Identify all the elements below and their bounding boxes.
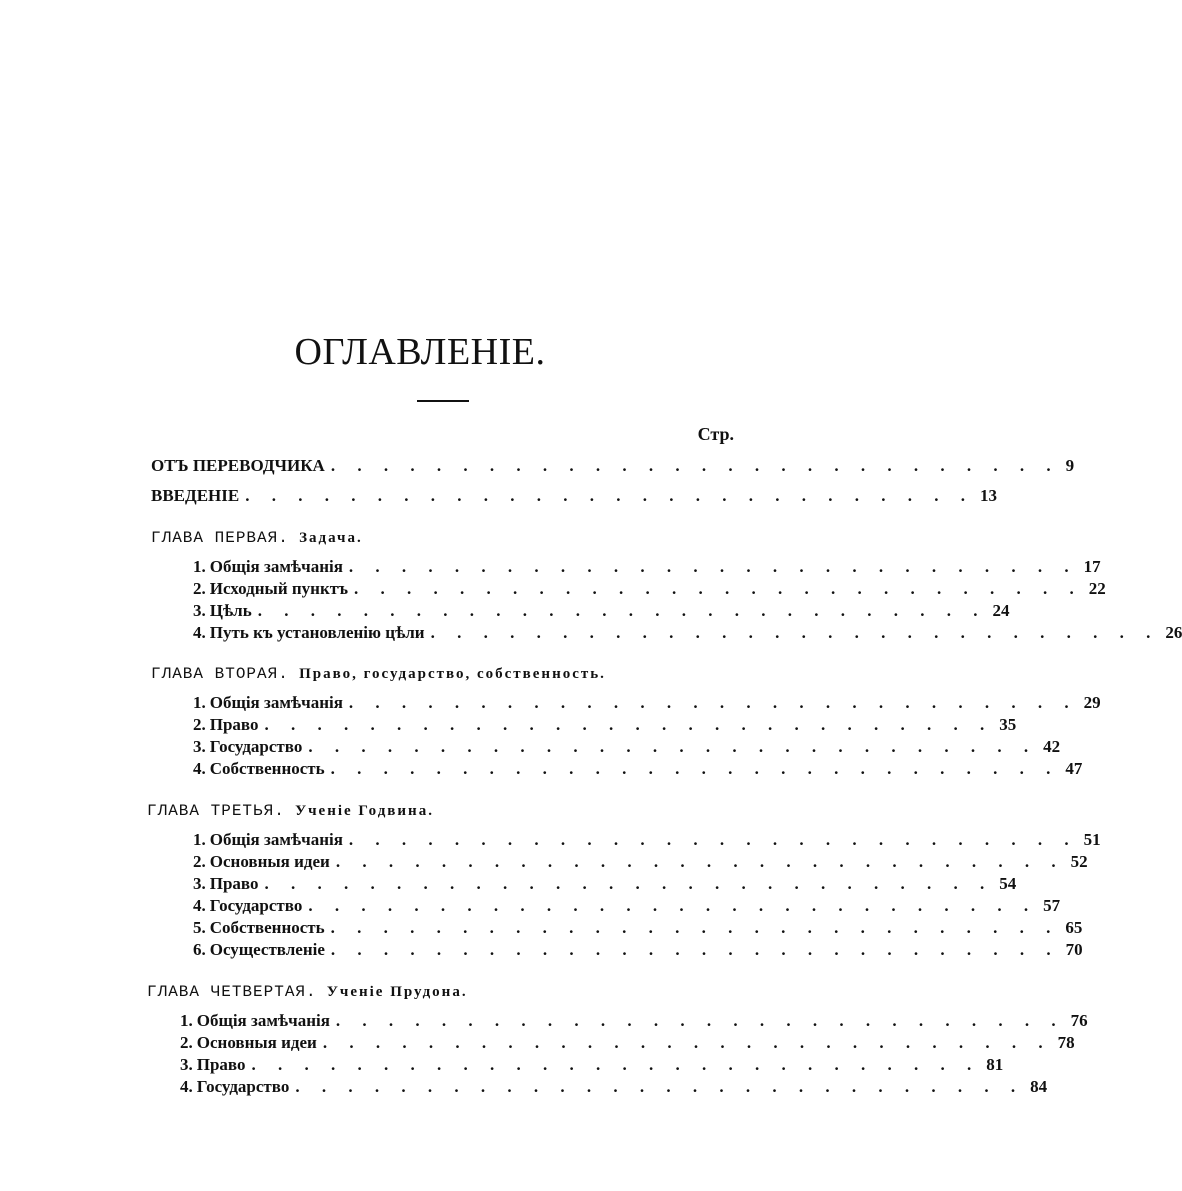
toc-entry-page: 42 bbox=[1043, 737, 1061, 756]
toc-entry-page: 52 bbox=[1070, 852, 1088, 871]
leader-dots: . . . . . . . . . . . . . . . . . . . . . . . . . . . . bbox=[335, 1011, 1065, 1030]
toc-entry-number: 4. bbox=[180, 1077, 193, 1096]
toc-entry-number: 3. bbox=[193, 874, 206, 893]
toc-entry-page: 17 bbox=[1083, 557, 1101, 576]
leader-dots: . . . . . . . . . . . . . . . . . . . . . . . . . . . . bbox=[335, 852, 1065, 871]
chapter-name: ГЛАВА ТРЕТЬЯ. bbox=[147, 802, 285, 820]
toc-entry-label: Право bbox=[196, 1055, 246, 1074]
toc-entry-label: Государство bbox=[196, 1077, 290, 1096]
toc-entry-label: Общія замѣчанія bbox=[196, 1011, 330, 1030]
toc-entry[interactable] bbox=[193, 692, 1101, 714]
toc-entry-label: Путь къ установленію цѣли bbox=[209, 623, 425, 642]
toc-entry-number: 1. bbox=[193, 830, 206, 849]
toc-entry-label: Собственность bbox=[209, 918, 325, 937]
toc-entry-page: 35 bbox=[999, 715, 1017, 734]
chapter-name: ГЛАВА ЧЕТВЕРТАЯ. bbox=[147, 983, 317, 1001]
toc-entry[interactable] bbox=[193, 939, 1083, 961]
toc-entry[interactable] bbox=[193, 829, 1101, 851]
toc-entry-page: 76 bbox=[1070, 1011, 1088, 1030]
toc-entry-number: 4. bbox=[193, 896, 206, 915]
toc-entry-number: 2. bbox=[193, 715, 206, 734]
toc-entry-page: 22 bbox=[1088, 579, 1106, 598]
toc-entry[interactable] bbox=[180, 1076, 1048, 1098]
leader-dots: . . . . . . . . . . . . . . . . . . . . . . . . . . . . bbox=[330, 940, 1060, 959]
toc-entry-number: 3. bbox=[193, 737, 206, 756]
leader-dots: . . . . . . . . . . . . . . . . . . . . . . . . . . . . bbox=[330, 918, 1060, 937]
chapter-name: ГЛАВА ВТОРАЯ. bbox=[151, 665, 289, 683]
chapter-name: ГЛАВА ПЕРВАЯ. bbox=[151, 529, 289, 547]
toc-entry[interactable] bbox=[193, 556, 1101, 578]
toc-entry-number: 2. bbox=[193, 852, 206, 871]
toc-entry-page: 9 bbox=[1065, 456, 1075, 475]
toc-entry-page: 13 bbox=[979, 486, 997, 505]
toc-entry-page: 70 bbox=[1065, 940, 1083, 959]
toc-entry[interactable] bbox=[193, 578, 1106, 600]
toc-entry-page: 54 bbox=[999, 874, 1017, 893]
toc-entry[interactable] bbox=[193, 758, 1083, 780]
page-column-header: Стр. bbox=[697, 424, 734, 444]
chapter-subtitle: Ученіе Годвина. bbox=[295, 803, 434, 819]
toc-entry[interactable] bbox=[193, 736, 1061, 758]
toc-entry-label: Общія замѣчанія bbox=[209, 557, 343, 576]
toc-entry-page: 24 bbox=[992, 601, 1010, 620]
leader-dots: . . . . . . . . . . . . . . . . . . . . . . . . . . . . bbox=[330, 456, 1060, 475]
toc-entry-page: 84 bbox=[1030, 1077, 1048, 1096]
toc-entry-label: Общія замѣчанія bbox=[209, 830, 343, 849]
toc-entry-number: 3. bbox=[180, 1055, 193, 1074]
toc-entry-label: Право bbox=[209, 715, 259, 734]
toc-entry[interactable] bbox=[193, 851, 1088, 873]
toc-entry-page: 51 bbox=[1083, 830, 1101, 849]
leader-dots: . . . . . . . . . . . . . . . . . . . . . . . . . . . . bbox=[264, 874, 994, 893]
toc-entry-number: 6. bbox=[193, 940, 206, 959]
leader-dots: . . . . . . . . . . . . . . . . . . . . . . . . . . . . bbox=[308, 896, 1038, 915]
leader-dots: . . . . . . . . . . . . . . . . . . . . . . . . . . . . bbox=[348, 830, 1078, 849]
toc-entry-label: Исходный пунктъ bbox=[209, 579, 349, 598]
leader-dots: . . . . . . . . . . . . . . . . . . . . . . . . . . . . bbox=[348, 557, 1078, 576]
toc-entry-number: 1. bbox=[193, 693, 206, 712]
toc-entry-label: Цѣль bbox=[209, 601, 252, 620]
toc-entry-number: 2. bbox=[193, 579, 206, 598]
toc-entry-number: 1. bbox=[193, 557, 206, 576]
leader-dots: . . . . . . . . . . . . . . . . . . . . . . . . . . . . bbox=[245, 486, 974, 505]
toc-entry[interactable] bbox=[180, 1010, 1088, 1032]
toc-entry-label: Осуществленіе bbox=[209, 940, 325, 959]
leader-dots: . . . . . . . . . . . . . . . . . . . . . . . . . . . . bbox=[330, 759, 1060, 778]
chapter-heading-2 bbox=[151, 662, 606, 684]
page-title: ОГЛАВЛЕНІЕ. bbox=[294, 331, 546, 373]
toc-entry-translator[interactable] bbox=[151, 455, 1075, 477]
toc-entry-page: 29 bbox=[1083, 693, 1101, 712]
leader-dots: . . . . . . . . . . . . . . . . . . . . . . . . . . . . bbox=[257, 601, 987, 620]
toc-entry[interactable] bbox=[193, 917, 1083, 939]
toc-entry-page: 78 bbox=[1057, 1033, 1075, 1052]
toc-entry-label: Право bbox=[209, 874, 259, 893]
leader-dots: . . . . . . . . . . . . . . . . . . . . . . . . . . . . bbox=[322, 1033, 1052, 1052]
leader-dots: . . . . . . . . . . . . . . . . . . . . . . . . . . . . bbox=[251, 1055, 981, 1074]
toc-entry-page: 81 bbox=[986, 1055, 1004, 1074]
toc-entry-label: ВВЕДЕНІЕ bbox=[151, 486, 240, 505]
toc-entry-number: 1. bbox=[180, 1011, 193, 1030]
toc-entry-label: Государство bbox=[209, 737, 303, 756]
toc-entry-number: 4. bbox=[193, 623, 206, 642]
toc-entry[interactable] bbox=[193, 600, 1010, 622]
leader-dots: . . . . . . . . . . . . . . . . . . . . . . . . . . . . bbox=[308, 737, 1038, 756]
chapter-heading-3 bbox=[147, 799, 434, 821]
toc-entry-label: Основныя идеи bbox=[209, 852, 330, 871]
toc-entry-page: 26 bbox=[1165, 623, 1182, 642]
toc-entry-label: Общія замѣчанія bbox=[209, 693, 343, 712]
toc-entry-number: 4. bbox=[193, 759, 206, 778]
toc-entry-label: Основныя идеи bbox=[196, 1033, 317, 1052]
leader-dots: . . . . . . . . . . . . . . . . . . . . . . . . . . . . bbox=[354, 579, 1083, 598]
toc-entry[interactable] bbox=[180, 1054, 1004, 1076]
toc-entry[interactable] bbox=[180, 1032, 1075, 1054]
chapter-subtitle: Право, государство, собственность. bbox=[299, 666, 606, 682]
toc-entry-label: Собственность bbox=[209, 759, 325, 778]
toc-entry-number: 2. bbox=[180, 1033, 193, 1052]
toc-entry[interactable] bbox=[193, 873, 1017, 895]
toc-entry-label: Государство bbox=[209, 896, 303, 915]
toc-entry-label: ОТЪ ПЕРЕВОДЧИКА bbox=[151, 456, 325, 475]
chapter-subtitle: Задача. bbox=[299, 530, 363, 546]
toc-entry[interactable] bbox=[193, 895, 1061, 917]
leader-dots: . . . . . . . . . . . . . . . . . . . . . . . . . . . . bbox=[348, 693, 1078, 712]
leader-dots: . . . . . . . . . . . . . . . . . . . . . . . . . . . . bbox=[264, 715, 994, 734]
toc-entry-page: 47 bbox=[1065, 759, 1083, 778]
toc-entry[interactable] bbox=[193, 714, 1017, 736]
leader-dots: . . . . . . . . . . . . . . . . . . . . . . . . . . . . bbox=[295, 1077, 1025, 1096]
chapter-heading-1 bbox=[151, 526, 363, 548]
leader-dots: . . . . . . . . . . . . . . . . . . . . . . . . . . . . bbox=[430, 623, 1160, 642]
toc-entry-number: 3. bbox=[193, 601, 206, 620]
toc-entry-page: 57 bbox=[1043, 896, 1061, 915]
chapter-heading-4 bbox=[147, 980, 468, 1002]
toc-entry[interactable] bbox=[193, 622, 1182, 644]
chapter-subtitle: Ученіе Прудона. bbox=[326, 984, 468, 1000]
toc-entry-page: 65 bbox=[1065, 918, 1083, 937]
toc-entry-number: 5. bbox=[193, 918, 206, 937]
toc-entry-introduction[interactable] bbox=[151, 485, 997, 507]
